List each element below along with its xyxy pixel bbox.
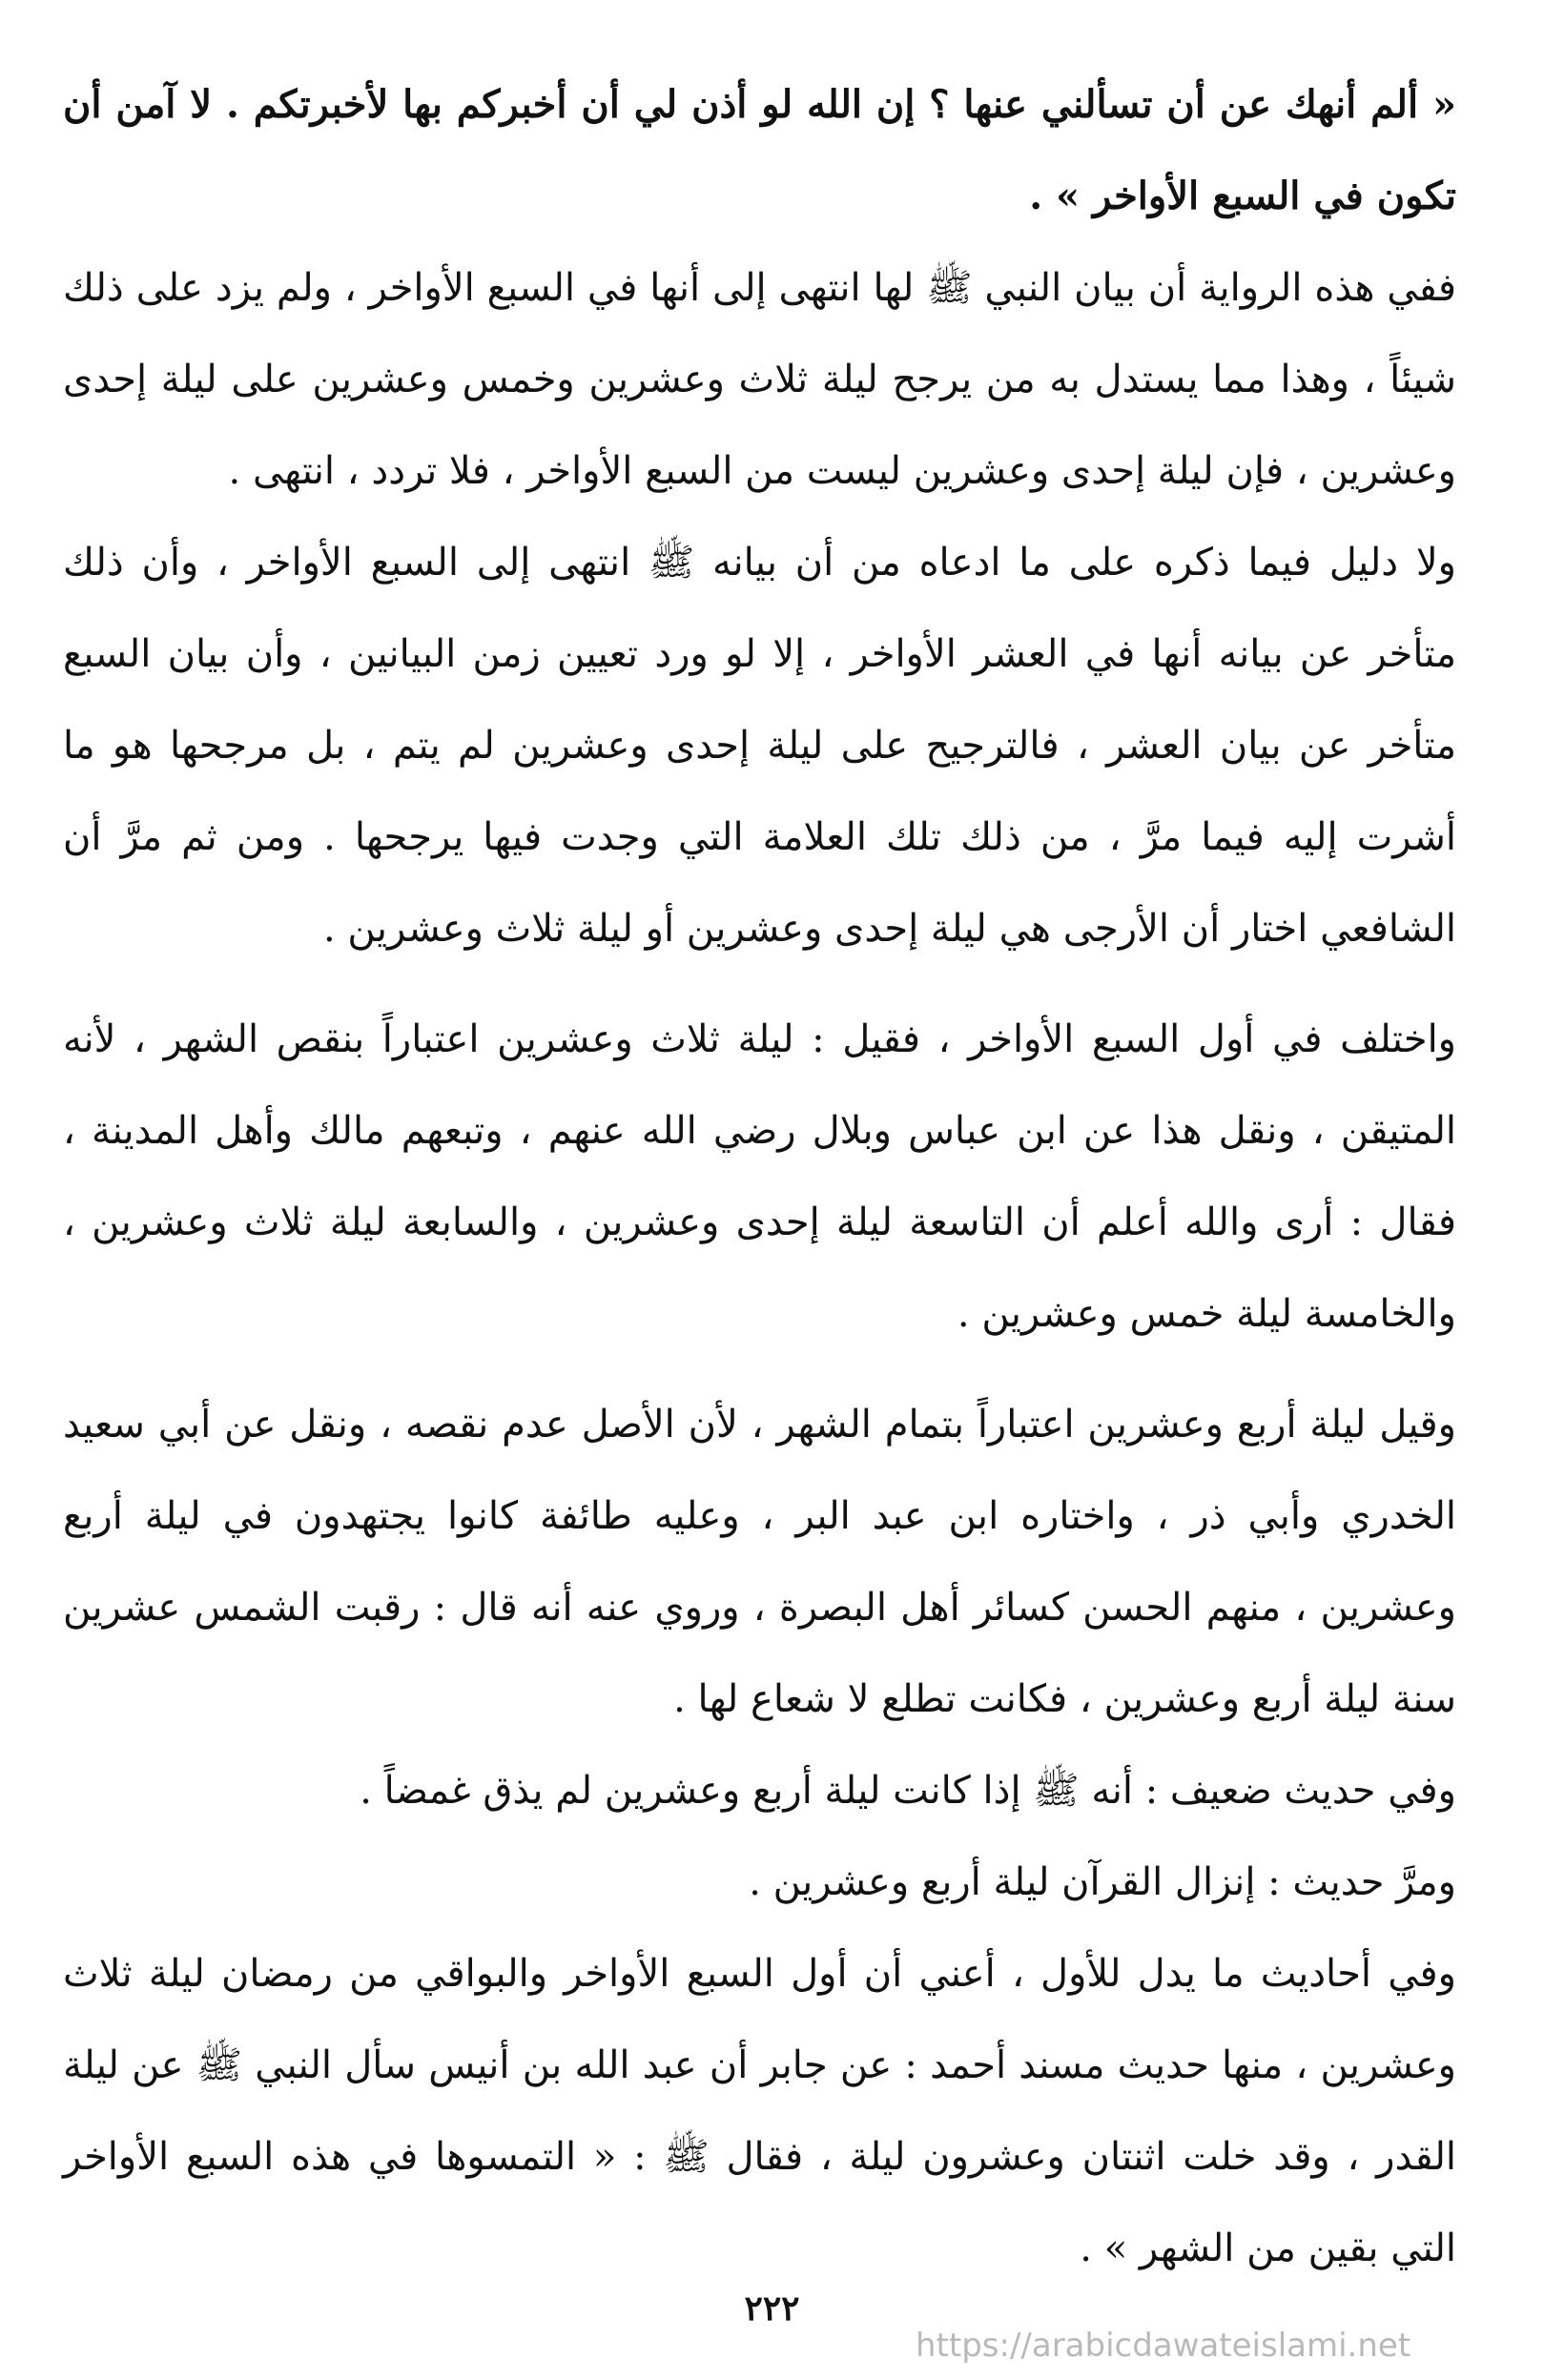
paragraph-4: واختلف في أول السبع الأواخر ، فقيل : ليلة ثلاث وعشرين اعتباراً بنقص الشهر ، لأنه المتيقن ، ونقل هذا عن ابن عباس وبلال رضي الله عنهم ، وتبعهم مالك وأهل المدينة ، فقال : أرى والله أعلم أن التاسعة ليلة إحدى وعشرين ، والسابعة ليلة ثلاث وعشرين ، والخامسة ليلة خمس وعشرين . [63, 1017, 1456, 1336]
paragraph-2: ففي هذه الرواية أن بيان النبي ﷺ لها انتهى إلى أنها في السبع الأواخر ، ولم يزد على ذلك شيئاً ، وهذا مما يستدل به من يرجح ليلة ثلاث وعشرين وخمس وعشرين على ليلة إحدى وعشرين ، فإن ليلة إحدى وعشرين ليست من السبع الأواخر ، فلا تردد ، انتهى . [63, 266, 1456, 493]
paragraph-7: ومرَّ حديث : إنزال القرآن ليلة أربع وعشرين . [749, 1860, 1456, 1904]
paragraph-3: ولا دليل فيما ذكره على ما ادعاه من أن بيانه ﷺ انتهى إلى السبع الأواخر ، وأن ذلك متأخر عن بيانه أنها في العشر الأواخر ، إلا لو ورد تعيين زمن البيانين ، وأن بيان السبع متأخر عن بيان العشر ، فالترجيح على ليلة إحدى وعشرين لم يتم ، بل مرجحها هو ما أشرت إليه فيما مرَّ ، من ذلك تلك العلامة التي وجدت فيها يرجحها . ومن ثم مرَّ أن الشافعي اختار أن الأرجى هي ليلة إحدى وعشرين أو ليلة ثلاث وعشرين . [63, 541, 1457, 951]
paragraph-8: وفي أحاديث ما يدل للأول ، أعني أن أول السبع الأواخر والبواقي من رمضان ليلة ثلاث وعشرين ، منها حديث مسند أحمد : عن جابر أن عبد الله بن أنيس سأل النبي ﷺ عن ليلة القدر ، وقد خلت اثنتان وعشرون ليلة ، فقال ﷺ : « التمسوها في هذه السبع الأواخر التي بقين من الشهر » . [63, 1952, 1457, 2270]
paragraph-1: « ألم أنهك عن أن تسألني عنها ؟ إن الله لو أذن لي أن أخبركم بها لأخبرتكم . لا آمن أن تكون في السبع الأواخر » . [63, 82, 1456, 218]
paragraph-5: وقيل ليلة أربع وعشرين اعتباراً بتمام الشهر ، لأن الأصل عدم نقصه ، ونقل عن أبي سعيد الخدري وأبي ذر ، واختاره ابن عبد البر ، وعليه طائفة كانوا يجتهدون في ليلة أربع وعشرين ، منهم الحسن كسائر أهل البصرة ، وروي عنه أنه قال : رقبت الشمس عشرين سنة ليلة أربع وعشرين ، فكانت تطلع لا شعاع لها . [63, 1403, 1456, 1721]
paragraph-6: وفي حديث ضعيف : أنه ﷺ إذا كانت ليلة أربع وعشرين لم يذق غمضاً . [360, 1769, 1456, 1813]
page-number: ٢٢٢ [744, 2288, 800, 2329]
watermark-url: https://arabicdawateislami.net [916, 2327, 1411, 2365]
